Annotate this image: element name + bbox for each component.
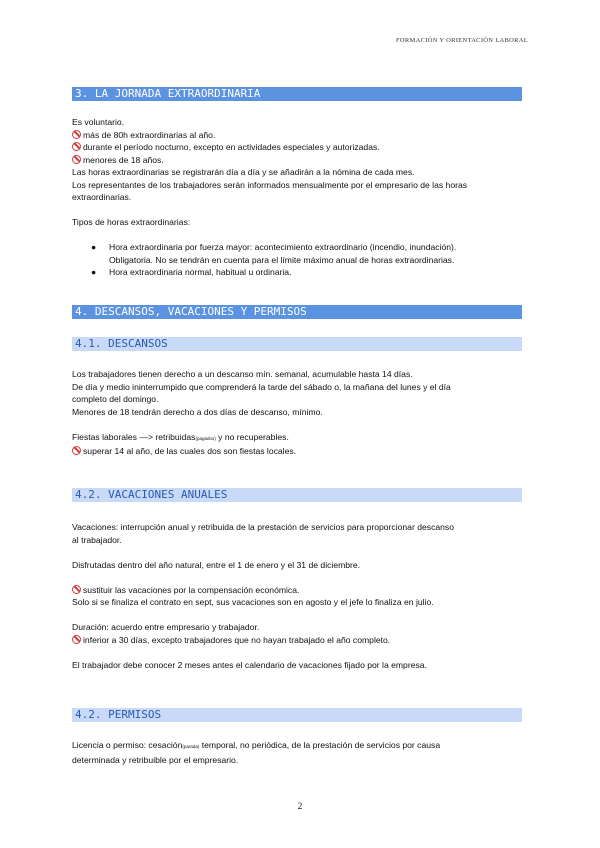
section-3-body: [72, 116, 532, 279]
vacation-notice: El trabajador debe conocer 2 meses antes el calendario de vacaciones fijado por la empresa.: [72, 659, 427, 670]
bullet-item: ● Hora extraordinaria por fuerza mayor: acontecimiento extraordinario (incendio, inundación).: [91, 242, 457, 252]
section-4-3-heading: 4.2. PERMISOS: [72, 708, 522, 722]
holidays-limit: superar 14 al año, de las cuales dos son fiestas locales.: [72, 445, 532, 458]
rest-text: De día y medio ininterrumpido que comprenderá la tarde del sábado o, la mañana del lunes y el día: [72, 381, 451, 392]
vacation-no-substitute: sustituir las vacaciones por la compensación económica.: [72, 584, 532, 597]
vacation-definition-cont: al trabajador.: [72, 534, 122, 545]
bullet-icon: ●: [91, 267, 97, 277]
prohibited-icon: [72, 635, 81, 644]
bullet-item-cont: Obligatoria. No se tendrán en cuenta para el límite máximo anual de horas extraordinarias.: [109, 254, 455, 265]
bullet-icon: ●: [91, 242, 97, 252]
representatives-text-cont: extraordinarias.: [72, 192, 132, 202]
permission-text-cont: determinada y retribuible por el empresario.: [72, 754, 239, 765]
page-number: 2: [297, 801, 303, 811]
holidays-text: Fiestas laborales —> retribuidas(pagados) y no recuperables.: [72, 431, 289, 442]
running-header: FORMACIÓN Y ORIENTACIÓN LABORAL: [396, 37, 528, 44]
vacation-duration: Duración: acuerdo entre empresario y trabajador.: [72, 622, 260, 632]
section-3-heading: 3. LA JORNADA EXTRAORDINARIA: [72, 87, 522, 101]
prohibited-icon: [72, 155, 81, 164]
prohibited-icon: [72, 142, 81, 151]
permission-text: Licencia o permiso: cesación(parada) temporal, no periódica, de la prestación de servicios por causa: [72, 740, 441, 750]
voluntary-text: Es voluntario.: [72, 117, 125, 127]
limit-item: más de 80h extraordinarias al año.: [72, 129, 532, 142]
prohibited-icon: [72, 130, 81, 139]
section-4-1-heading: 4.1. DESCANSOS: [72, 337, 522, 351]
rest-text: completo del domingo.: [72, 394, 159, 404]
limit-item: durante el período nocturno, excepto en actividades especiales y autorizadas.: [72, 141, 532, 154]
vacation-definition: Vacaciones: interrupción anual y retribuida de la prestación de servicios para proporcionar descanso: [72, 522, 455, 532]
section-4-1-body: [72, 368, 532, 458]
limit-item: menores de 18 años.: [72, 154, 532, 167]
rest-text: Los trabajadores tienen derecho a un descanso mín. semanal, acumulable hasta 14 días.: [72, 369, 413, 379]
registration-text: Las horas extraordinarias se registrarán día a día y se añadirán a la nómina de cada mes.: [72, 167, 415, 177]
vacation-dates: Disfrutadas dentro del año natural, entre el 1 de enero y el 31 de diciembre.: [72, 559, 361, 570]
types-label: Tipos de horas extraordinarias:: [72, 217, 191, 227]
section-4-2-heading: 4.2. VACACIONES ANUALES: [72, 488, 522, 502]
section-4-3-body: [72, 739, 532, 766]
bullet-item: ● Hora extraordinaria normal, habitual u ordinaria.: [91, 267, 292, 277]
vacation-september: Solo si se finaliza el contrato en sept, sus vacaciones son en agosto y el jefe lo finaliza en julio.: [72, 597, 434, 607]
section-4-2-body: [72, 521, 532, 671]
prohibited-icon: [72, 585, 81, 594]
vacation-duration-limit: inferior a 30 días, excepto trabajadores que no hayan trabajado el año completo.: [72, 634, 532, 647]
rest-text: Menores de 18 tendrán derecho a dos días de descanso, mínimo.: [72, 406, 323, 417]
representatives-text: Los representantes de los trabajadores serán informados mensualmente por el empresario de las horas: [72, 179, 468, 190]
prohibited-icon: [72, 446, 81, 455]
section-4-heading: 4. DESCANSOS, VACACIONES Y PERMISOS: [72, 305, 522, 319]
